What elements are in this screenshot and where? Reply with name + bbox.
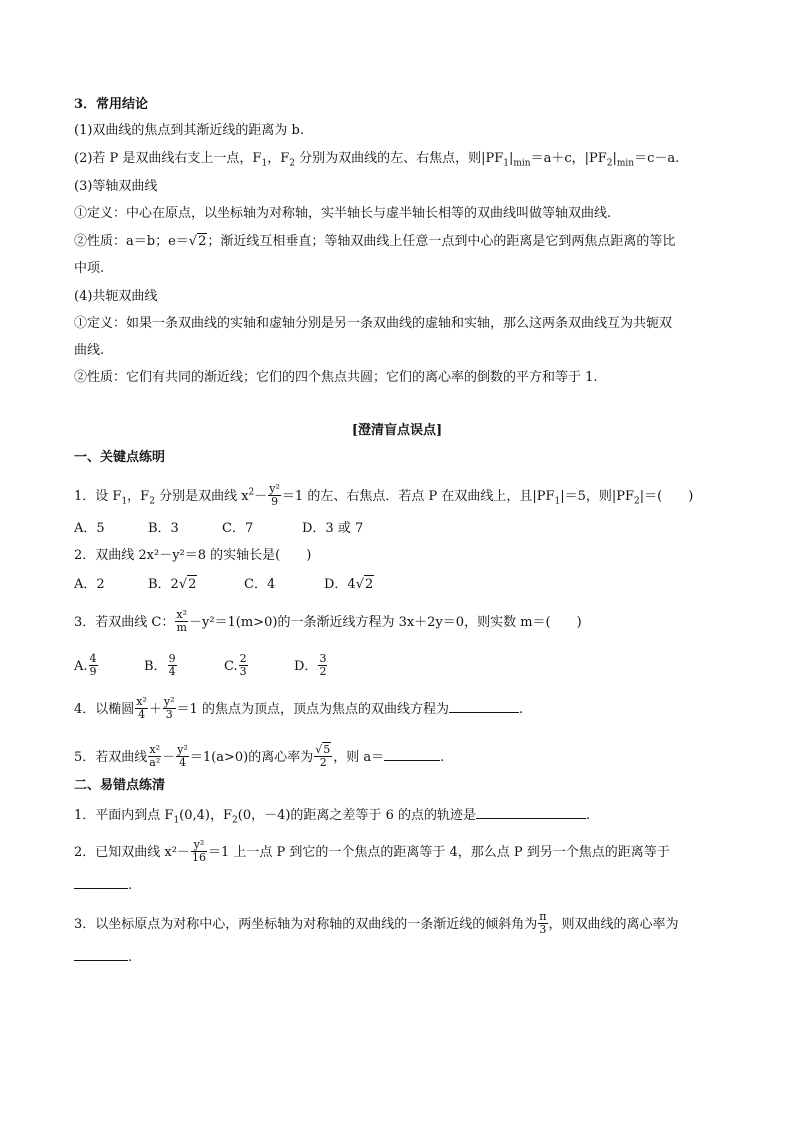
text-line: (4)共轭双曲线 <box>74 289 158 304</box>
option-a: A．5 <box>74 521 105 536</box>
text-line: (2)若 P 是双曲线右支上一点，$F_1$，$F_2$ 分别为双曲线的左、右焦点，则$|PF_1|_{min}=a+c$，$|PF_2|_{min}=c-a$. <box>74 151 680 169</box>
question-p2-2-answer: . <box>74 876 724 895</box>
question-4: 4．以椭圆 $\frac{\text{x²}}{4}$ ＋ $\frac{\text{y²}}{3}$ ＝1 的焦点为顶点，顶点为焦点的双曲线方程为 . <box>74 695 524 721</box>
answer-blank[interactable] <box>74 948 128 961</box>
question-1: 1．设 $F_1$，$F_2$ 分别是双曲线 $x^2-$ $\frac{\text{y²}}{9}$ ＝1 的左、右焦点．若点 P 在双曲线上，且$|PF_1|=5$，则$|PF_2|=$( ) <box>74 482 694 508</box>
option-c: C．7 <box>222 521 254 536</box>
option-d: D．4√2 <box>324 577 374 592</box>
question-5: 5．若双曲线 $\frac{\text{x²}}{\text{a²}}$ － $\frac{\text{y²}}{4}$ ＝1(a>0)的离心率为 $\frac{√5}{2}$ ，则 a＝ . <box>74 743 445 769</box>
option-c: C. $\frac{2}{3}$ <box>224 652 247 678</box>
option-d: D．3 或 7 <box>302 521 364 536</box>
text-line: ①定义：中心在原点，以坐标轴为对称轴，实半轴长与虚半轴长相等的双曲线叫做等轴双曲线. <box>74 206 612 221</box>
text-line: 曲线. <box>74 343 105 358</box>
question-p2-3: 3．以坐标原点为对称中心，两坐标轴为对称轴的双曲线的一条渐近线的倾斜角为 $\frac{\pi}{3}$ ，则双曲线的离心率为 <box>74 910 679 936</box>
fraction: $\frac{\text{y²}}{9}$ <box>269 482 280 508</box>
text-line: (1)双曲线的焦点到其渐近线的距离为 b. <box>74 123 305 138</box>
question-p2-1: 1．平面内到点 $F_1(0,4)$，$F_2(0$，－4)的距离之差等于 6 的点的轨迹是 . <box>74 808 591 826</box>
option-d: D． $\frac{3}{2}$ <box>294 652 327 678</box>
answer-blank[interactable] <box>384 748 440 761</box>
question-p2-2: 2．已知双曲线 x²－ $\frac{\text{y²}}{16}$ ＝1 上一点 P 到它的一个焦点的距离等于 4，那么点 P 到另一个焦点的距离等于 <box>74 838 670 864</box>
part-heading: 二、易错点练清 <box>74 778 166 793</box>
question-2-options <box>74 575 724 594</box>
option-a: A．2 <box>74 577 105 592</box>
answer-blank[interactable] <box>74 876 128 889</box>
question-p2-3-answer: . <box>74 948 724 967</box>
text-line: (3)等轴双曲线 <box>74 179 158 194</box>
answer-blank[interactable] <box>449 700 519 713</box>
answer-blank[interactable] <box>476 806 586 819</box>
section-title: [澄清盲点误点] <box>351 423 443 438</box>
text-line: ②性质：它们有共同的渐近线；它们的四个焦点共圆；它们的离心率的倒数的平方和等于 1. <box>74 370 598 385</box>
option-c: C．4 <box>244 577 276 592</box>
fraction: $\frac{\text{x²}}{m}$ <box>176 608 187 634</box>
part-heading: 一、关键点练明 <box>74 450 166 465</box>
question-3-options <box>74 654 724 679</box>
section-heading: 3．常用结论 <box>74 97 149 112</box>
option-b: B． $\frac{9}{4}$ <box>144 652 176 678</box>
option-b: B．2√2 <box>148 577 197 592</box>
text-line: ②性质：a＝b；e＝√2；渐近线互相垂直；等轴双曲线上任意一点到中心的距离是它到两焦点距离的等比 <box>74 234 676 249</box>
option-a: A. $\frac{4}{9}$ <box>74 652 97 678</box>
question-2: 2．双曲线 2x²－y²＝8 的实轴长是( ) <box>74 548 312 563</box>
text-line: ①定义：如果一条双曲线的实轴和虚轴分别是另一条双曲线的虚轴和实轴，那么这两条双曲线互为共轭双 <box>74 316 673 331</box>
question-1-options <box>74 520 724 538</box>
question-3: 3．若双曲线 C： $\frac{\text{x²}}{m}$ －y²＝1(m>0)的一条渐近线方程为 3x＋2y＝0，则实数 m＝( ) <box>74 608 582 634</box>
option-b: B．3 <box>148 521 179 536</box>
text-line: 中项. <box>74 261 105 276</box>
